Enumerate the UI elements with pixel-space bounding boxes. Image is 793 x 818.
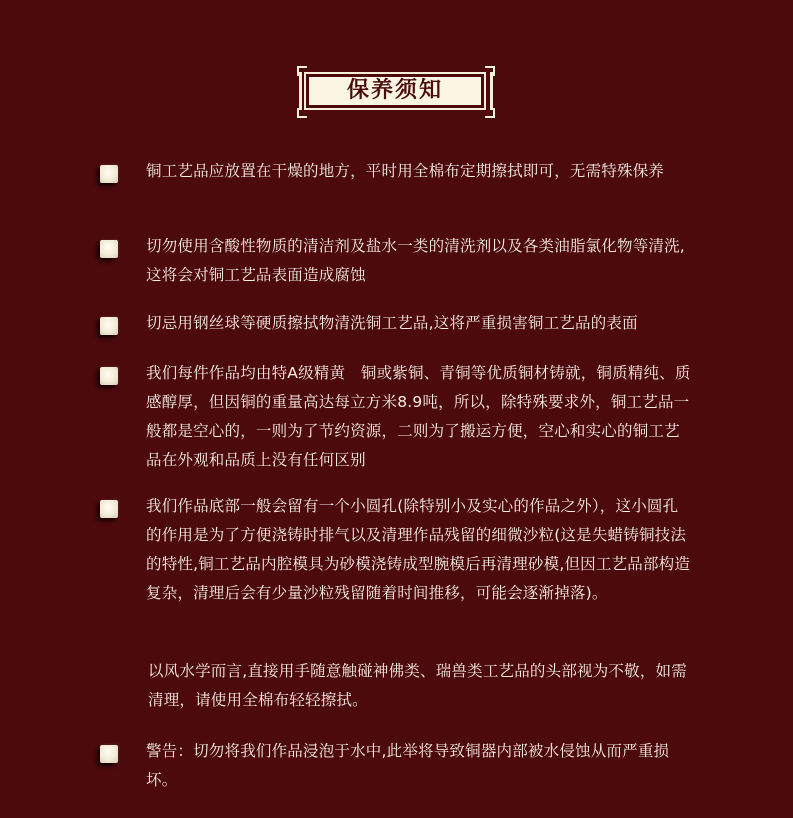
care-item-1: 铜工艺品应放置在干燥的地方，平时用全棉布定期擦拭即可，无需特殊保养	[146, 162, 665, 180]
care-item-7: 警告：切勿将我们作品浸泡于水中,此举将导致铜器内部被水侵蚀从而严重损坏。	[146, 742, 670, 789]
care-item-4: 我们每件作品均由特A级精黄 铜或紫铜、青铜等优质铜材铸就，铜质精纯、质感醇厚，但因铜的重量高达每立方米8.9吨，所以，除特殊要求外，铜工艺品一般都是空心的，一则为了节约资源，二则为了搬运方便，空心和实心的铜工艺品在外观和品质上没有任何区别	[146, 364, 691, 469]
bullet-icon	[100, 165, 118, 183]
title-frame-post-left	[299, 72, 302, 110]
care-item-2: 切勿使用含酸性物质的清洁剂及盐水一类的清洗剂以及各类油脂氯化物等清洗,这将会对铜工艺品表面造成腐蚀	[146, 237, 685, 284]
bullet-icon	[100, 240, 118, 258]
care-item-5: 我们作品底部一般会留有一个小圆孔(除特别小及实心的作品之外），这小圆孔的作用是为了方便浇铸时排气以及清理作品残留的细微沙粒(这是失蜡铸铜技法的特性,铜工艺品内腔模具为砂模浇铸成型腕模后再清理砂模,但因工艺品部构造复杂，清理后会有少量沙粒残留随着时间推移，可能会逐渐掉落)。	[146, 497, 691, 602]
title-frame-post-right	[490, 72, 493, 110]
bullet-icon	[100, 367, 118, 385]
care-item-6: 以风水学而言,直接用手随意触碰神佛类、瑞兽类工艺品的头部视为不敬，如需清理，请使用全棉布轻轻擦拭。	[148, 662, 687, 709]
title-frame-corner	[485, 108, 495, 118]
title-banner	[297, 66, 495, 118]
bullet-icon	[100, 317, 118, 335]
title-frame-corner	[485, 66, 495, 76]
bullet-icon	[100, 745, 118, 763]
bullet-icon	[100, 500, 118, 518]
page-title: 保养须知	[346, 78, 443, 103]
care-item-3: 切忌用钢丝球等硬质擦拭物清洗铜工艺品,这将严重损害铜工艺品的表面	[146, 314, 638, 332]
